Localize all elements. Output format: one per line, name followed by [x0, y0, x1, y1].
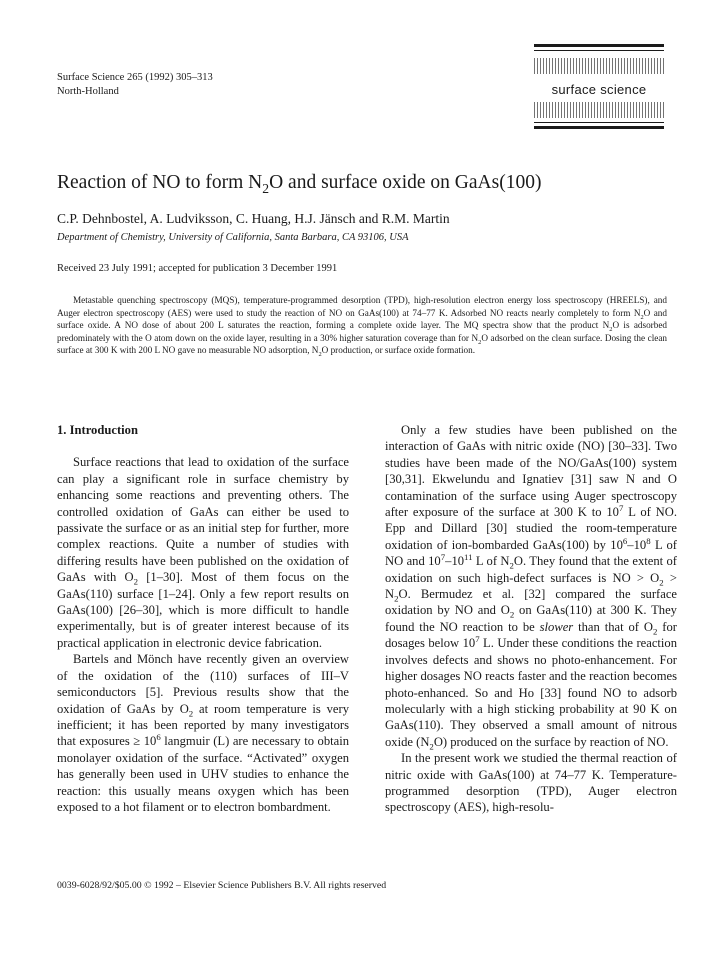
abstract-text: O and surface oxide. A NO dose of about 200 L saturates the reaction, forming a complete oxide layer. The MQ spectra show that the product N	[57, 307, 667, 330]
authors: C.P. Dehnbostel, A. Ludviksson, C. Huang, H.J. Jänsch and R.M. Martin	[57, 211, 450, 226]
superscript: 6	[156, 732, 161, 743]
subscript: 2	[640, 313, 644, 321]
received-dates: Received 23 July 1991; accepted for publication 3 December 1991	[57, 263, 338, 274]
subscript: 2	[429, 741, 434, 752]
superscript: 11	[464, 552, 473, 563]
superscript: 8	[646, 535, 651, 546]
logo-rule-bottom-thin	[534, 122, 664, 123]
subscript: 2	[509, 609, 515, 620]
abstract-text: O is adsorbed predominately with the O atom down on the oxide layer, resulting in a 30% higher saturation coverage than for N	[57, 320, 667, 343]
superscript: 6	[622, 535, 628, 546]
logo-hatch-top	[534, 58, 664, 74]
title-subscript: 2	[262, 180, 270, 196]
subscript: 2	[659, 577, 664, 588]
abstract-text: O production, or surface oxide formation.	[321, 345, 475, 355]
subscript: 2	[609, 325, 613, 333]
superscript: 7	[475, 634, 480, 645]
text: –10	[627, 537, 647, 552]
text: Bartels and Mönch have recently given an overview of the oxidation of the (110) surfaces of III–V semiconductors [5]. Previous results show that the oxidation of GaAs by O	[57, 652, 349, 716]
subscript: 2	[478, 338, 482, 346]
text: for dosages below 10	[385, 619, 677, 651]
text: at room temperature is very inefficient; it has been reported by many investigators that exposures ≥ 10	[57, 701, 349, 749]
column-left	[57, 422, 349, 815]
subscript: 2	[133, 576, 138, 587]
abstract-text: Metastable quenching spectroscopy (MQS), temperature-programmed desorption (TPD), high-resolution electron energy loss spectroscopy (HREELS), and Auger electron spectroscopy (AES) were used to study the reaction of NO on GaAs(100) at 74–77 K. Adsorbed NO reacts nearly completely to form N	[57, 295, 667, 318]
affiliation: Department of Chemistry, University of California, Santa Barbara, CA 93106, USA	[57, 232, 409, 243]
text: O. Bermudez et al. [32] compared the surface oxidation by NO and O	[385, 587, 677, 618]
logo-rule-bottom	[534, 126, 664, 129]
superscript: 7	[618, 502, 624, 513]
logo-rule-top	[534, 44, 664, 47]
title-part: O and surface oxide on GaAs(100)	[269, 172, 542, 193]
text: L of N	[472, 554, 510, 569]
article-title	[57, 171, 677, 195]
text: [1–30]. Most of them focus on the GaAs(110) surface [1–24]. Only a few report results on GaAs(100) [26–30], which is more difficult to handle experimentally, but is of greater interest because of its practical application in electronic device fabrication.	[57, 570, 350, 650]
text: > N	[385, 570, 677, 602]
text: In the present work we studied the thermal reaction of nitric oxide with GaAs(100) at 74–77 K. Temperature-programmed desorption (TPD), Auger electron spectroscopy (AES), high-resolu-	[385, 751, 677, 815]
text: than that of O	[573, 619, 653, 634]
text: Surface reactions that lead to oxidation of the surface can play a significant role in surface chemistry by enhancing some reactions and preventing others. The controlled oxidation of GaAs can either be used to passivate the surface or as an initial step for further, more complex reactions. Quite a number of studies with differing results have been published on the oxidation of GaAs with O	[57, 455, 349, 585]
abstract	[57, 294, 667, 357]
text: langmuir (L) are necessary to obtain monolayer oxidation of the surface. “Activated” oxygen has generally been used in UHV studies to enhance the reaction: this usually means oxygen which has been exposed to a hot filament or to electron bombardment.	[57, 734, 349, 814]
text: O. They found that the extent of oxidation on such high-defect surfaces is NO > O	[385, 554, 677, 585]
journal-reference	[57, 71, 213, 99]
logo-text: surface science	[551, 82, 647, 97]
subscript: 2	[509, 560, 514, 571]
text: L of NO and 10	[385, 537, 678, 569]
subscript: 2	[318, 350, 322, 358]
title-part: Reaction of NO to form N	[57, 172, 263, 193]
logo-hatch-bottom	[534, 102, 664, 118]
subscript: 2	[394, 593, 399, 604]
publisher: North-Holland	[57, 86, 119, 97]
journal-citation: Surface Science 265 (1992) 305–313	[57, 72, 213, 83]
paragraph	[57, 454, 349, 651]
column-right	[385, 422, 677, 816]
text: Only a few studies have been published on the interaction of GaAs with nitric oxide (NO) [30–33]. Two studies have been made of the NO/GaAs(100) system [30,31]. Ekwelundu and Ignatiev [31] saw N and O contamination of the surface using Auger spectroscopy after exposure of the surface at 300 K to 10	[385, 423, 677, 520]
text: –10	[445, 554, 465, 569]
emphasis: slower	[539, 619, 574, 634]
text: on GaAs(110) at 300 K. They found the NO reaction to be	[385, 603, 677, 634]
superscript: 7	[440, 552, 446, 563]
paragraph	[57, 651, 349, 815]
text: O) produced on the surface by reaction of NO.	[433, 734, 669, 749]
subscript: 2	[188, 708, 194, 719]
paragraph	[385, 422, 677, 750]
journal-logo	[534, 44, 664, 130]
subscript: 2	[653, 626, 658, 637]
abstract-text: O adsorbed on the clean surface. Dosing the clean surface at 300 K with 200 L NO gave no measurable NO adsorption, N	[57, 332, 667, 355]
text: L of NO. Epp and Dillard [30] studied the room-temperature oxidation of ion-bombarded GaAs(100) by 10	[385, 505, 678, 552]
logo-rule-top-thin	[534, 50, 664, 51]
section-heading: 1. Introduction	[57, 423, 138, 437]
text: L. Under these conditions the reaction involves defects and shows no photo-enhancement. For higher dosages NO reacts faster and the reaction becomes photo-enhanced. So and Ho [33] found NO to adsorb molecularly with a high sticking probability at 90 K on GaAs(110). They observed a small amount of nitrous oxide (N	[385, 636, 677, 749]
copyright-footer: 0039-6028/92/$05.00 © 1992 – Elsevier Science Publishers B.V. All rights reserved	[57, 880, 387, 891]
paragraph	[385, 750, 677, 816]
